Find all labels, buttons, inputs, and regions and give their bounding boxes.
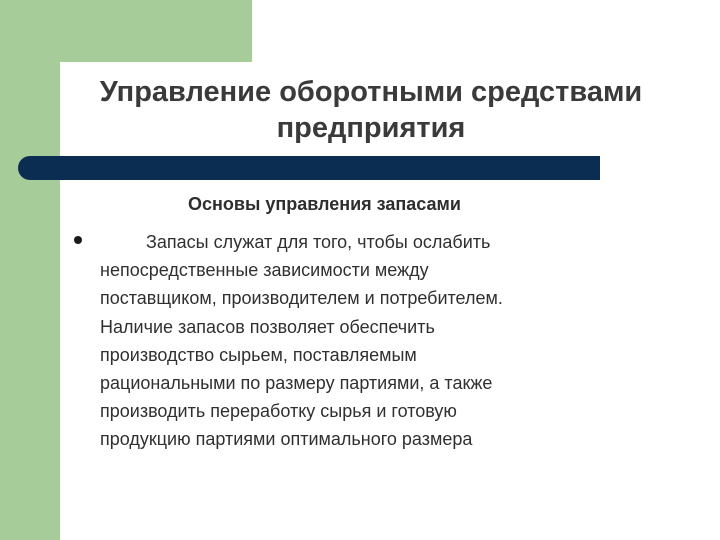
bullet-icon	[74, 236, 82, 244]
title-divider-bar	[18, 156, 600, 180]
top-accent-block	[60, 0, 252, 62]
paragraph-line: производство сырьем, поставляемым	[100, 344, 417, 365]
paragraph-line: Наличие запасов позволяет обеспечить	[100, 316, 435, 337]
body-paragraph	[100, 228, 660, 454]
paragraph-line: рациональными по размеру партиями, а также	[100, 373, 493, 394]
paragraph-line: продукцию партиями оптимального размера	[100, 429, 473, 450]
slide-title: Управление оборотными средствами предприятия	[99, 76, 643, 144]
section-subheading: Основы управления запасами	[188, 194, 461, 214]
paragraph-line: производить переработку сырья и готовую	[100, 401, 457, 422]
paragraph-line: поставщиком, производителем и потребителем.	[100, 288, 503, 309]
paragraph-line: непосредственные зависимости между	[100, 260, 429, 281]
paragraph-line: Запасы служат для того, чтобы ослабить	[146, 232, 491, 252]
left-accent-bar	[0, 0, 60, 540]
